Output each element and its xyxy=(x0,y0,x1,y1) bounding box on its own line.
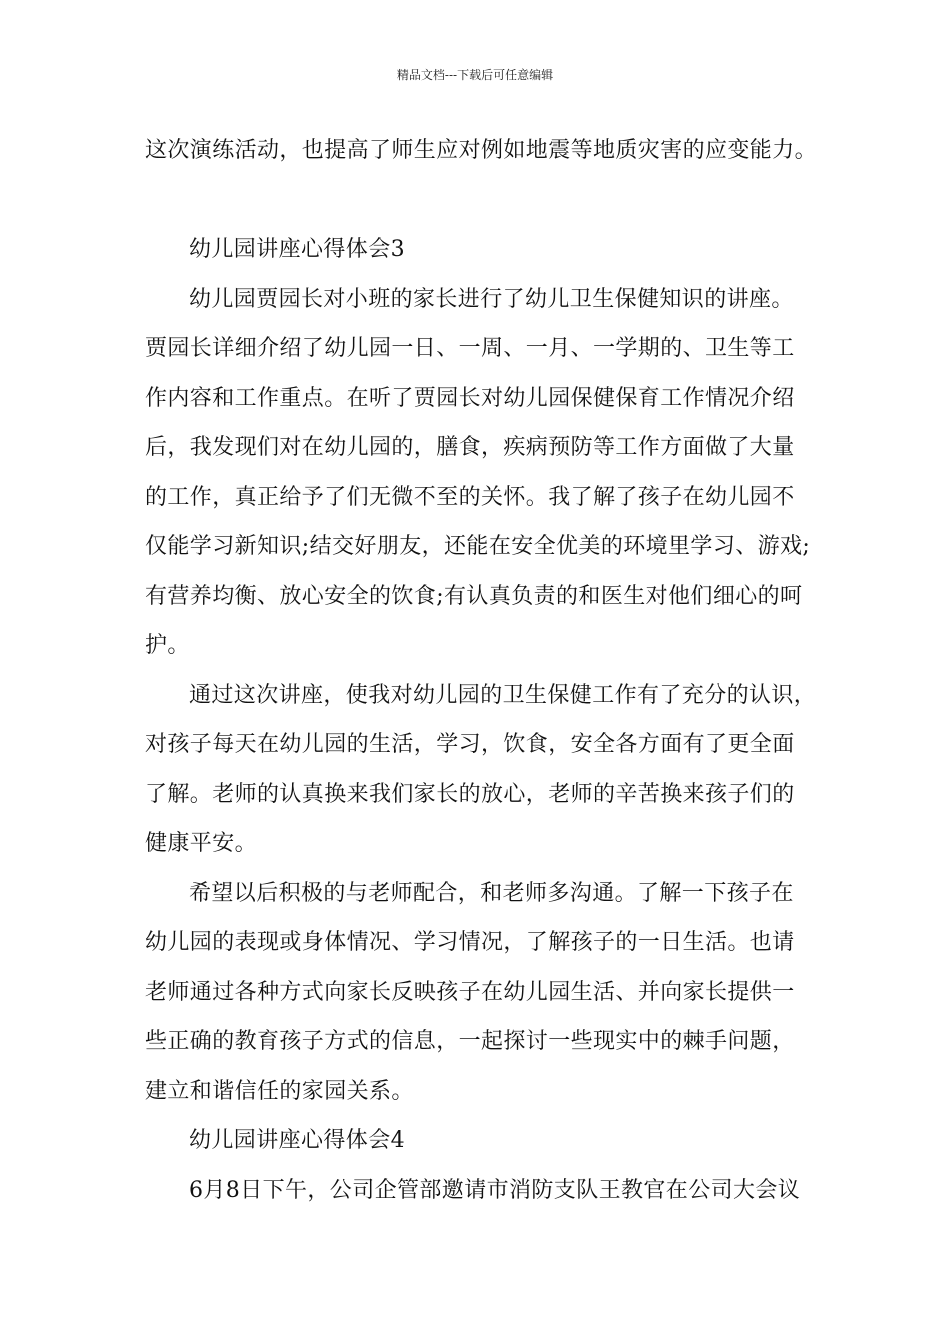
paragraph-line: 些正确的教育孩子方式的信息，一起探讨一些现实中的棘手问题， xyxy=(145,1029,795,1054)
paragraph-line: 作内容和工作重点。在听了贾园长对幼儿园保健保育工作情况介绍 xyxy=(145,385,795,411)
paragraph-line: 贾园长详细介绍了幼儿园一日、一周、一月、一学期的、卫生等工 xyxy=(145,336,795,361)
paragraph-gap xyxy=(145,176,825,226)
paragraph-line: 希望以后积极的与老师配合，和老师多沟通。了解一下孩子在 xyxy=(189,880,794,906)
paragraph-line: 护。 xyxy=(145,633,190,658)
paragraph-line: 通过这次讲座，使我对幼儿园的卫生保健工作有了充分的认识， xyxy=(189,682,817,708)
document-body xyxy=(145,126,825,1215)
section-heading: 幼儿园讲座心得体会4 xyxy=(189,1128,405,1153)
paragraph-line: 后，我发现们对在幼儿园的，膳食，疾病预防等工作方面做了大量 xyxy=(145,435,795,460)
paragraph-line: 健康平安。 xyxy=(145,831,258,856)
paragraph-line: 了解。老师的认真换来我们家长的放心，老师的辛苦换来孩子们的 xyxy=(145,781,795,807)
paragraph-line: 这次演练活动，也提高了师生应对例如地震等地质灾害的应变能力。 xyxy=(145,138,818,163)
paragraph-line: 对孩子每天在幼儿园的生活，学习，饮食，安全各方面有了更全面 xyxy=(145,732,795,757)
paragraph-line: 老师通过各种方式向家长反映孩子在幼儿园生活、并向家长提供一 xyxy=(145,979,795,1005)
paragraph-line: 有营养均衡、放心安全的饮食;有认真负责的和医生对他们细心的呵 xyxy=(145,583,803,609)
section-heading: 幼儿园讲座心得体会3 xyxy=(189,237,405,262)
paragraph-line: 6月8日下午，公司企管部邀请市消防支队王教官在公司大会议 xyxy=(189,1177,801,1203)
page-header: 精品文档---下载后可任意编辑 xyxy=(396,68,554,82)
paragraph-line: 仅能学习新知识;结交好朋友，还能在安全优美的环境里学习、游戏; xyxy=(145,534,811,559)
paragraph-line: 幼儿园贾园长对小班的家长进行了幼儿卫生保健知识的讲座。 xyxy=(189,286,794,312)
paragraph-line: 幼儿园的表现或身体情况、学习情况，了解孩子的一日生活。也请 xyxy=(145,930,795,955)
paragraph-line: 建立和谐信任的家园关系。 xyxy=(145,1078,414,1104)
paragraph-line: 的工作，真正给予了们无微不至的关怀。我了解了孩子在幼儿园不 xyxy=(145,484,795,510)
